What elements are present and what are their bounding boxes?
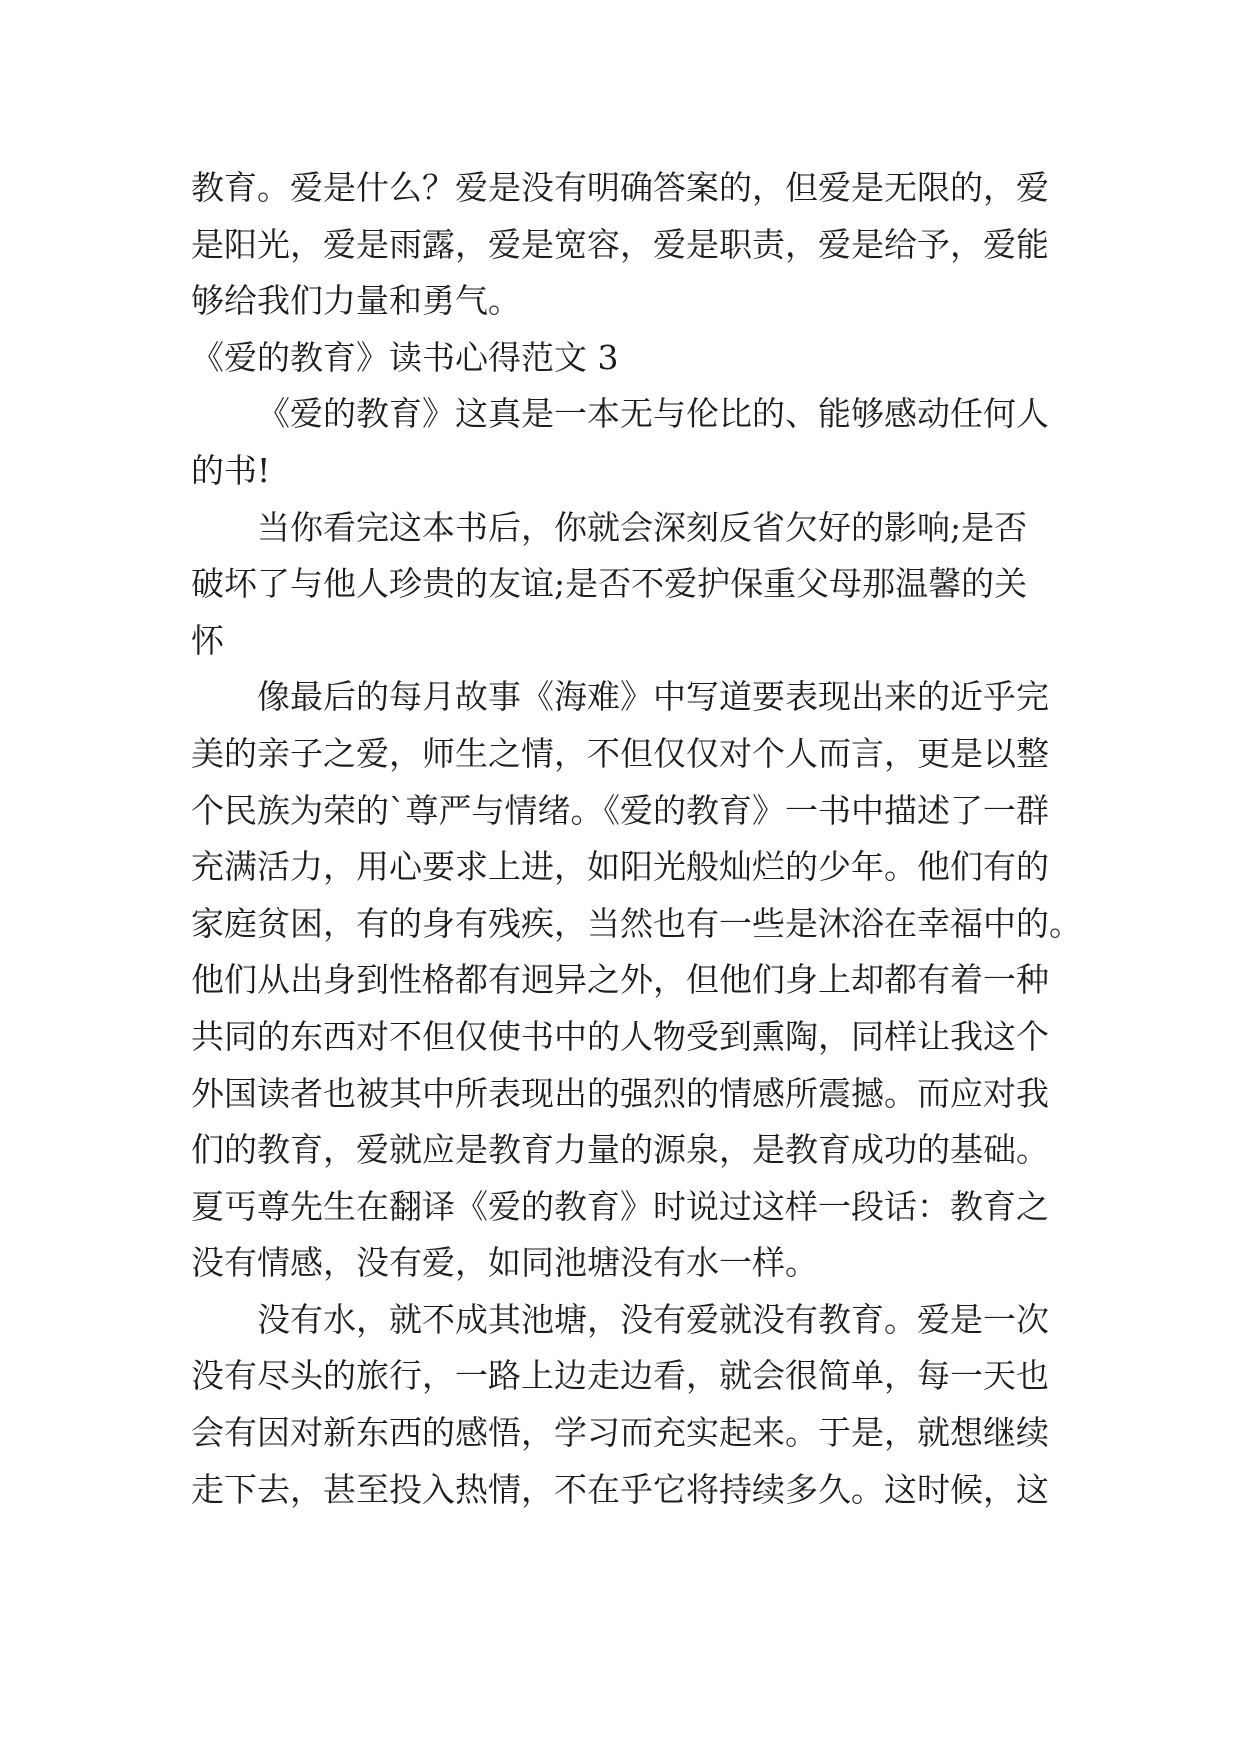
text-line: 们的教育，爱就应是教育力量的源泉，是教育成功的基础。 xyxy=(191,1130,1049,1170)
text-line: 家庭贫困，有的身有残疾，当然也有一些是沐浴在幸福中的。 xyxy=(191,903,1082,943)
section-heading: 《爱的教育》读书心得范文 3 xyxy=(191,337,619,377)
text-line: 夏丐尊先生在翻译《爱的教育》时说过这样一段话：教育之 xyxy=(191,1186,1049,1226)
text-line: 当你看完这本书后，你就会深刻反省欠好的影响;是否 xyxy=(257,507,1028,547)
text-line: 外国读者也被其中所表现出的强烈的情感所震撼。而应对我 xyxy=(191,1073,1049,1113)
text-line: 《爱的教育》这真是一本无与伦比的、能够感动任何人 xyxy=(257,394,1049,434)
text-line: 美的亲子之爱，师生之情，不但仅仅对个人而言，更是以整 xyxy=(191,733,1049,773)
text-line: 会有因对新东西的感悟，学习而充实起来。于是，就想继续 xyxy=(191,1413,1049,1453)
text-line: 怀 xyxy=(191,620,224,660)
text-line: 没有情感，没有爱，如同池塘没有水一样。 xyxy=(191,1243,818,1283)
text-line: 破坏了与他人珍贵的友谊;是否不爱护保重父母那温馨的关 xyxy=(191,564,1028,604)
text-line: 个民族为荣的`尊严与情绪。《爱的教育》一书中描述了一群 xyxy=(191,790,1049,830)
document-body xyxy=(191,160,1082,1518)
text-line: 的书! xyxy=(191,450,271,490)
text-line: 像最后的每月故事《海难》中写道要表现出来的近乎完 xyxy=(257,677,1049,717)
text-line: 走下去，甚至投入热情，不在乎它将持续多久。这时候，这 xyxy=(191,1469,1049,1509)
text-line: 是阳光，爱是雨露，爱是宽容，爱是职责，爱是给予，爱能 xyxy=(191,224,1049,264)
text-line: 充满活力，用心要求上进，如阳光般灿烂的少年。他们有的 xyxy=(191,847,1049,887)
text-line: 够给我们力量和勇气。 xyxy=(191,281,521,321)
text-line: 共同的东西对不但仅使书中的人物受到熏陶，同样让我这个 xyxy=(191,1016,1049,1056)
text-line: 教育。爱是什么？爱是没有明确答案的，但爱是无限的，爱 xyxy=(191,168,1049,207)
text-line: 没有尽头的旅行，一路上边走边看，就会很简单，每一天也 xyxy=(191,1356,1049,1396)
text-line: 他们从出身到性格都有迥异之外，但他们身上却都有着一种 xyxy=(191,960,1049,1000)
text-line: 没有水，就不成其池塘，没有爱就没有教育。爱是一次 xyxy=(257,1299,1049,1339)
